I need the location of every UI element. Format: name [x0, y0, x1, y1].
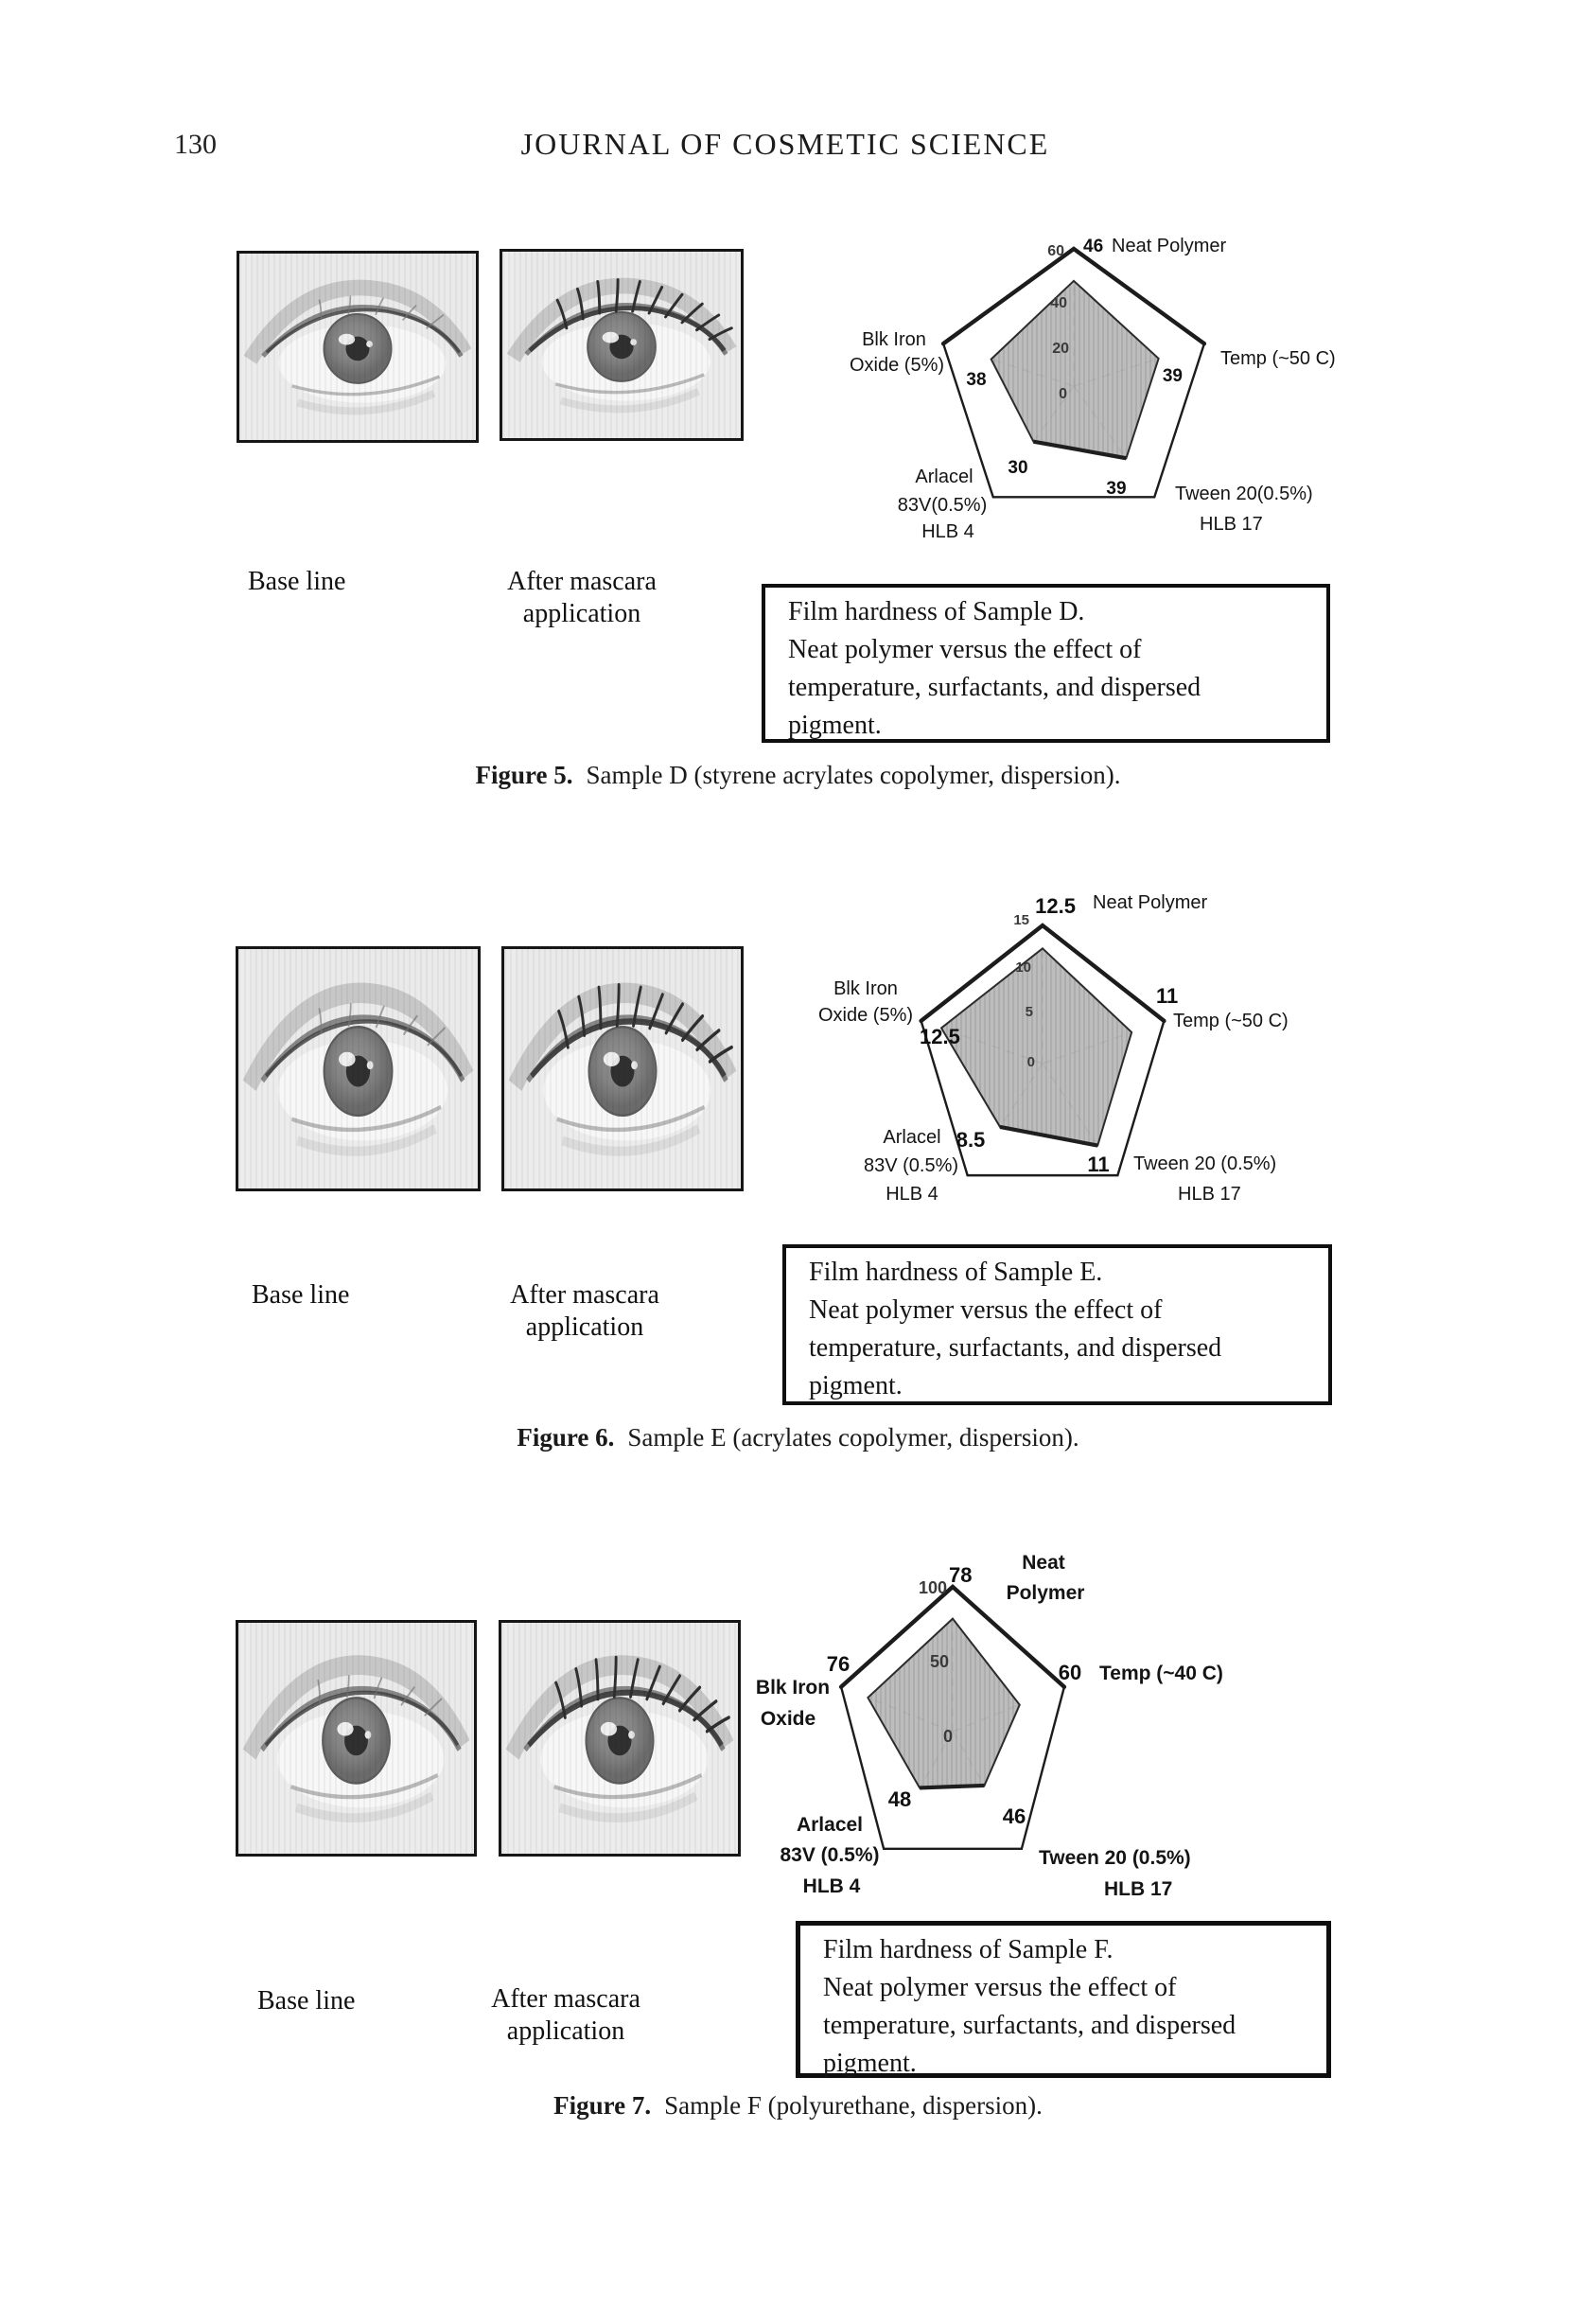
- radar-axis-label: Blk Iron: [755, 1677, 831, 1699]
- page-number: 130: [174, 129, 217, 160]
- radar-value-label: 11: [1156, 984, 1179, 1008]
- figure-6-caption-text: Sample E (acrylates copolymer, dispersion).: [627, 1423, 1079, 1452]
- after-mascara-photo-label: [473, 566, 691, 630]
- radar-axis-label: Tween 20 (0.5%): [1133, 1153, 1277, 1174]
- after-mascara-eye-photo-sample-f: [499, 1620, 741, 1857]
- caption-box-line: pigment.: [788, 711, 882, 740]
- radar-tick-label: 50: [929, 1652, 949, 1671]
- radar-axis-label: 83V (0.5%): [863, 1155, 959, 1176]
- radar-tick-label: 40: [1050, 295, 1067, 311]
- radar-tick-label: 0: [1059, 386, 1067, 402]
- radar-value-label: 76: [826, 1652, 851, 1676]
- radar-axis-label: HLB 17: [1200, 514, 1263, 535]
- figure-5-label: Figure 5.: [475, 761, 573, 789]
- after-mascara-eye-photo-sample-e: [501, 946, 744, 1191]
- radar-axis-label: Temp (~50 C): [1220, 348, 1336, 369]
- after-mascara-eye-photo-sample-d: [500, 249, 744, 441]
- radar-value-label: 12.5: [1035, 894, 1076, 918]
- eye-photo-illustration: [238, 949, 478, 1188]
- after-mascara-label-line1: After mascara: [491, 1984, 640, 2014]
- radar-value-label: 46: [1083, 237, 1104, 256]
- baseline-photo-label: Base line: [257, 1986, 356, 2016]
- figure-5-caption: [0, 761, 1596, 790]
- baseline-eye-photo-sample-d: [237, 251, 479, 443]
- baseline-photo-label: Base line: [248, 567, 346, 596]
- radar-value-label: 8.5: [956, 1128, 986, 1152]
- radar-axis-label: HLB 4: [886, 1184, 938, 1205]
- radar-value-label: 48: [887, 1787, 912, 1811]
- chart-caption-box-sample-f: [796, 1921, 1331, 2078]
- eye-photo-illustration: [504, 949, 741, 1188]
- radar-axis-label: Neat Polymer: [1093, 892, 1208, 913]
- journal-title: JOURNAL OF COSMETIC SCIENCE: [520, 127, 1050, 161]
- after-mascara-label-line2: application: [522, 599, 641, 628]
- chart-caption-box-sample-d: [762, 584, 1330, 743]
- figure-7-caption: [0, 2091, 1596, 2121]
- eye-photo-illustration: [502, 252, 741, 438]
- radar-axis-label: Arlacel: [883, 1127, 941, 1148]
- radar-tick-label: 20: [1052, 341, 1069, 357]
- radar-chart-sample-e: [804, 871, 1353, 1249]
- radar-axis-label: Oxide (5%): [849, 355, 945, 376]
- radar-data-polygon: [941, 948, 1131, 1145]
- radar-axis-label: Temp (~40 C): [1099, 1663, 1223, 1684]
- caption-box-line: temperature, surfactants, and dispersed: [823, 2011, 1236, 2040]
- radar-tick-label: 60: [1047, 243, 1064, 259]
- after-mascara-photo-label: [471, 1279, 698, 1344]
- radar-value-label: 38: [966, 370, 987, 390]
- caption-box-line: Film hardness of Sample D.: [788, 597, 1085, 626]
- radar-axis-label: Temp (~50 C): [1173, 1011, 1289, 1031]
- baseline-eye-photo-sample-e: [236, 946, 481, 1191]
- caption-box-line: Neat polymer versus the effect of: [788, 635, 1142, 664]
- radar-value-label: 60: [1058, 1661, 1082, 1684]
- figure-7-label: Figure 7.: [553, 2091, 652, 2120]
- after-mascara-photo-label: [452, 1983, 679, 2048]
- caption-box-line: pigment.: [809, 1371, 903, 1400]
- figure-6-label: Figure 6.: [517, 1423, 615, 1452]
- radar-axis-label: HLB 4: [802, 1875, 861, 1897]
- radar-axis-label: HLB 4: [921, 521, 974, 542]
- chart-caption-box-sample-e: [782, 1244, 1332, 1405]
- radar-value-label: 39: [1162, 366, 1183, 386]
- radar-axis-label: Polymer: [1006, 1582, 1085, 1604]
- radar-data-polygon: [991, 281, 1159, 458]
- caption-box-line: pigment.: [823, 2049, 917, 2078]
- after-mascara-label-line2: application: [506, 2016, 625, 2046]
- radar-value-label: 39: [1106, 479, 1127, 499]
- radar-tick-label: 5: [1025, 1004, 1033, 1020]
- radar-value-label: 46: [1002, 1804, 1026, 1828]
- radar-value-label: 30: [1008, 458, 1028, 478]
- caption-box-line: Film hardness of Sample E.: [809, 1258, 1103, 1287]
- radar-axis-label: Blk Iron: [833, 978, 898, 999]
- radar-tick-label: 0: [942, 1727, 953, 1746]
- caption-box-line: Neat polymer versus the effect of: [809, 1295, 1163, 1325]
- caption-box-line: Neat polymer versus the effect of: [823, 1973, 1177, 2002]
- eye-photo-illustration: [501, 1623, 738, 1854]
- caption-box-line: Film hardness of Sample F.: [823, 1935, 1114, 1964]
- radar-tick-label: 10: [1015, 959, 1031, 976]
- radar-axis-label: HLB 17: [1104, 1878, 1173, 1900]
- radar-data-bottom-edge: [920, 1786, 985, 1787]
- radar-tick-label: 0: [1026, 1054, 1035, 1070]
- caption-box-line: temperature, surfactants, and dispersed: [788, 673, 1201, 702]
- radar-axis-label: Tween 20(0.5%): [1175, 484, 1313, 504]
- caption-box-line: temperature, surfactants, and dispersed: [809, 1333, 1222, 1363]
- radar-axis-label: Arlacel: [915, 466, 973, 487]
- after-mascara-label-line1: After mascara: [510, 1280, 659, 1310]
- baseline-photo-label: Base line: [252, 1280, 350, 1310]
- radar-axis-label: 83V (0.5%): [780, 1844, 880, 1866]
- radar-tick-label: 15: [1013, 912, 1029, 928]
- eye-photo-illustration: [239, 254, 476, 440]
- radar-axis-label: Blk Iron: [862, 329, 926, 350]
- baseline-eye-photo-sample-f: [236, 1620, 477, 1857]
- radar-axis-label: HLB 17: [1178, 1184, 1241, 1205]
- figure-5-caption-text: Sample D (styrene acrylates copolymer, dispersion).: [586, 761, 1121, 789]
- after-mascara-label-line1: After mascara: [507, 567, 657, 596]
- radar-axis-label: Neat: [1022, 1552, 1065, 1574]
- radar-value-label: 11: [1087, 1153, 1110, 1176]
- radar-tick-label: 100: [918, 1578, 947, 1597]
- radar-value-label: 78: [949, 1563, 973, 1587]
- radar-axis-label: Oxide: [760, 1708, 816, 1730]
- radar-axis-label: Oxide (5%): [817, 1005, 914, 1026]
- radar-axis-label: 83V(0.5%): [897, 495, 988, 516]
- radar-chart-sample-f: [747, 1533, 1334, 1911]
- radar-axis-label: Arlacel: [796, 1814, 864, 1836]
- radar-axis-label: Tween 20 (0.5%): [1039, 1847, 1191, 1869]
- radar-chart-sample-d: [814, 227, 1372, 568]
- radar-axis-label: Neat Polymer: [1112, 236, 1227, 256]
- figure-6-caption: [0, 1423, 1596, 1452]
- eye-photo-illustration: [238, 1623, 474, 1854]
- radar-value-label: 12.5: [920, 1025, 960, 1048]
- figure-7-caption-text: Sample F (polyurethane, dispersion).: [664, 2091, 1043, 2120]
- after-mascara-label-line2: application: [525, 1312, 644, 1342]
